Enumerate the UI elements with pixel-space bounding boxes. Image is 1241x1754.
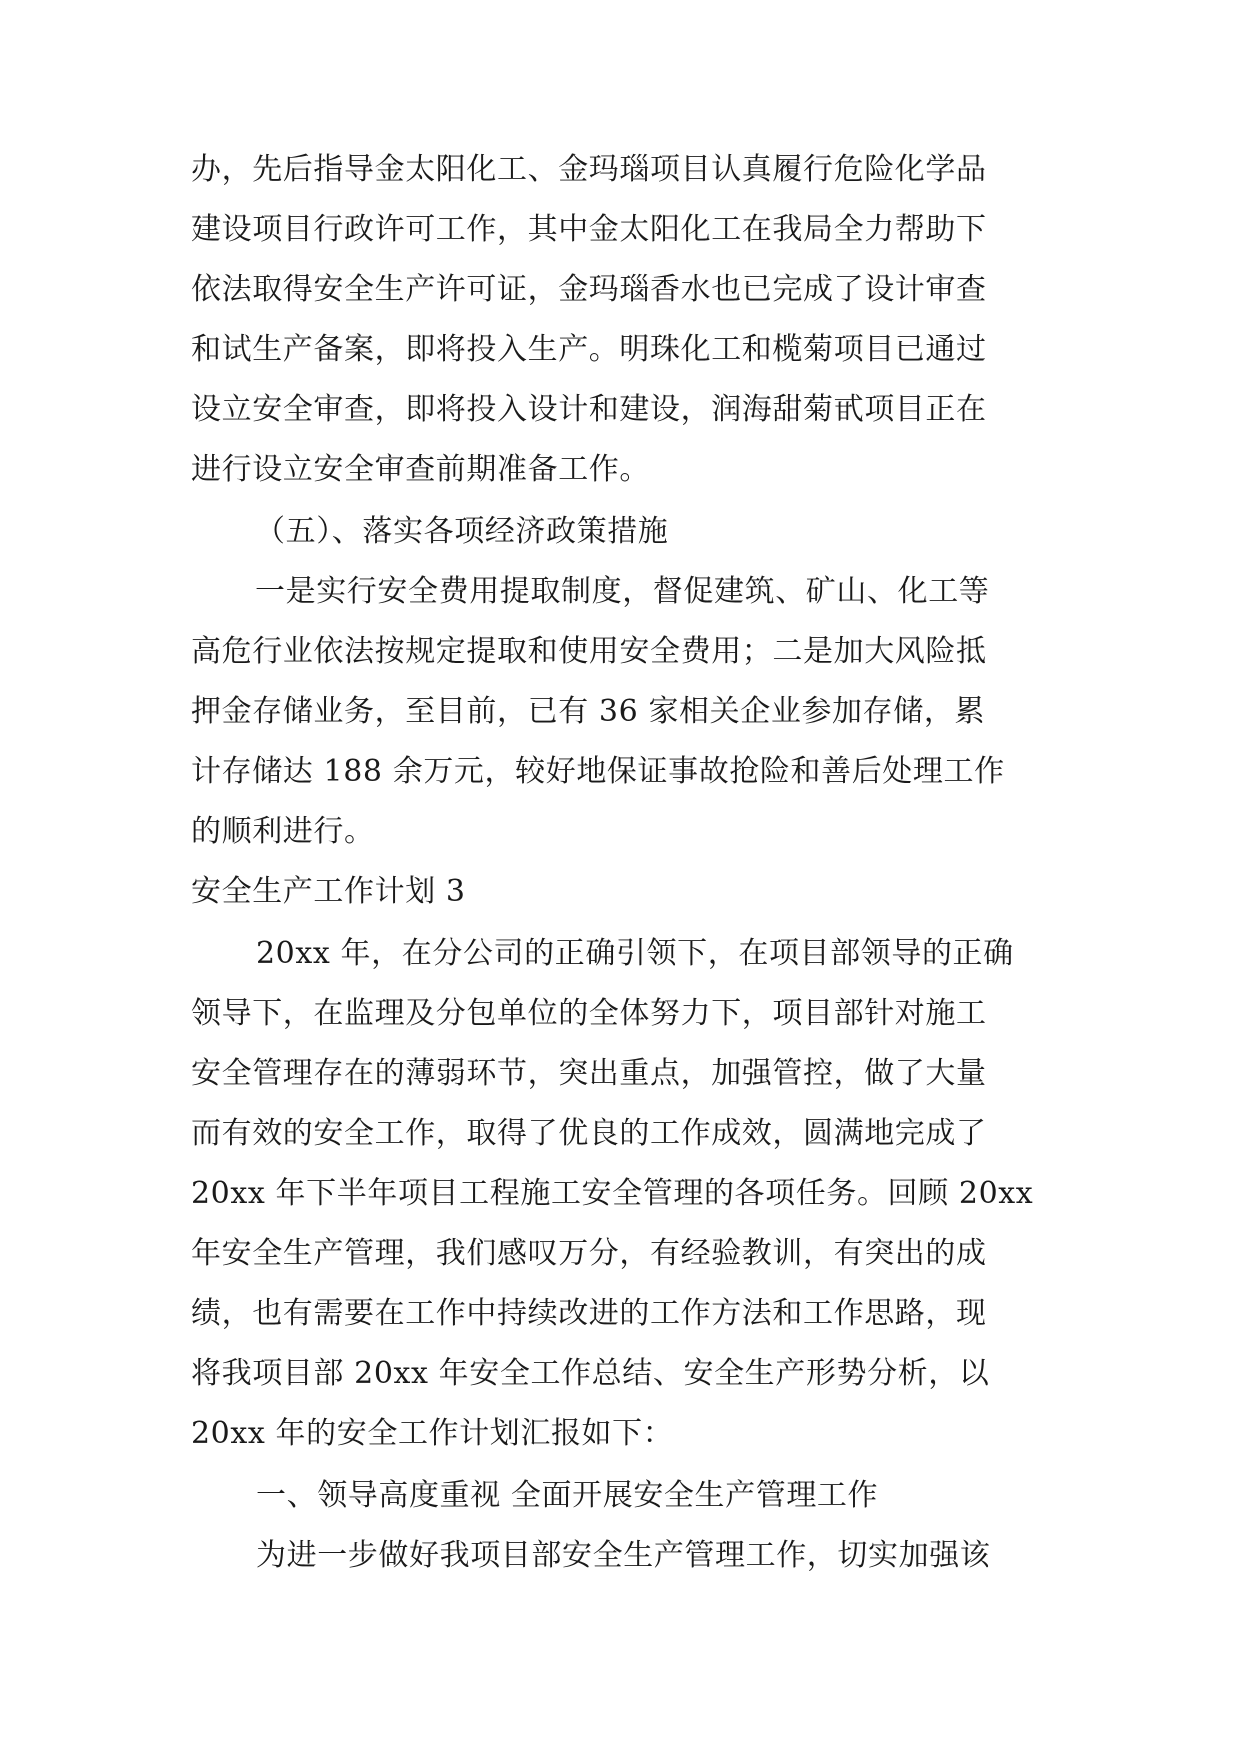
paragraph-line: 一是实行安全费用提取制度，督促建筑、矿山、化工等: [255, 574, 990, 609]
paragraph-line: 为进一步做好我项目部安全生产管理工作，切实加强该: [256, 1538, 991, 1573]
paragraph-line: 而有效的安全工作，取得了优良的工作成效，圆满地完成了: [191, 1116, 987, 1151]
paragraph-line: 押金存储业务，至目前，已有 36 家相关企业参加存储，累: [191, 694, 986, 729]
paragraph-line: 进行设立安全审查前期准备工作。: [191, 452, 650, 487]
paragraph-line: 年安全生产管理，我们感叹万分，有经验教训，有突出的成: [191, 1236, 987, 1271]
paragraph-line: 20xx 年下半年项目工程施工安全管理的各项任务。回顾 20xx: [191, 1176, 1034, 1211]
paragraph-line: 20xx 年，在分公司的正确引领下，在项目部领导的正确: [256, 936, 1014, 971]
paragraph-line: 和试生产备案，即将投入生产。明珠化工和榄菊项目已通过: [191, 332, 987, 367]
paragraph-line: 安全管理存在的薄弱环节，突出重点，加强管控，做了大量: [191, 1056, 987, 1091]
paragraph-line: 办，先后指导金太阳化工、金玛瑙项目认真履行危险化学品: [191, 152, 987, 187]
section-heading: 一、领导高度重视 全面开展安全生产管理工作: [256, 1478, 879, 1513]
paragraph-line: 的顺利进行。: [191, 814, 375, 849]
paragraph-line: 领导下，在监理及分包单位的全体努力下，项目部针对施工: [191, 996, 987, 1031]
paragraph-line: 依法取得安全生产许可证，金玛瑙香水也已完成了设计审查: [191, 272, 987, 307]
paragraph-line: 设立安全审查，即将投入设计和建设，润海甜菊甙项目正在: [191, 392, 987, 427]
paragraph-line: 将我项目部 20xx 年安全工作总结、安全生产形势分析，以: [191, 1356, 990, 1391]
document-title: 安全生产工作计划 3: [191, 874, 466, 909]
section-heading: （五）、落实各项经济政策措施: [255, 514, 669, 549]
paragraph-line: 绩，也有需要在工作中持续改进的工作方法和工作思路，现: [191, 1296, 987, 1331]
paragraph-line: 计存储达 188 余万元，较好地保证事故抢险和善后处理工作: [191, 754, 1005, 789]
paragraph-line: 建设项目行政许可工作，其中金太阳化工在我局全力帮助下: [191, 212, 987, 247]
paragraph-line: 高危行业依法按规定提取和使用安全费用；二是加大风险抵: [191, 634, 987, 669]
paragraph-line: 20xx 年的安全工作计划汇报如下：: [191, 1416, 674, 1451]
